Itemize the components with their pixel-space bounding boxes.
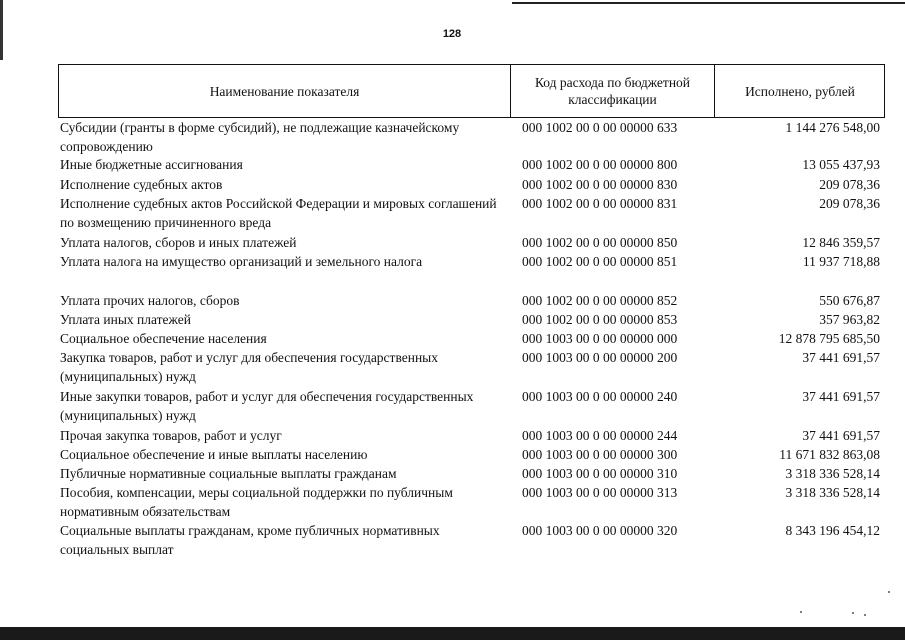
header-code: Код расхода по бюджетной классификации <box>510 65 714 117</box>
scan-speck <box>864 614 866 616</box>
row-name: Публичные нормативные социальные выплаты гражданам <box>60 466 397 481</box>
row-amount: 550 676,87 <box>819 293 880 308</box>
row-code: 000 1002 00 0 00 00000 850 <box>522 235 678 250</box>
row-code: 000 1003 00 0 00 00000 244 <box>522 428 678 443</box>
row-name: Закупка товаров, работ и услуг для обеспечения государственных (муниципальных) нужд <box>60 350 439 384</box>
row-name: Социальное обеспечение и иные выплаты населению <box>60 447 368 462</box>
row-amount: 12 846 359,57 <box>802 235 880 250</box>
row-name: Уплата налогов, сборов и иных платежей <box>60 235 297 250</box>
row-code: 000 1003 00 0 00 00000 300 <box>522 447 678 462</box>
row-code: 000 1002 00 0 00 00000 853 <box>522 312 678 327</box>
row-name: Иные закупки товаров, работ и услуг для обеспечения государственных (муниципальных) нужд <box>60 389 474 423</box>
row-amount: 11 937 718,88 <box>802 254 880 269</box>
row-code: 000 1003 00 0 00 00000 200 <box>522 350 678 365</box>
row-name: Уплата иных платежей <box>60 312 191 327</box>
row-name: Уплата прочих налогов, сборов <box>60 293 240 308</box>
row-amount: 37 441 691,57 <box>802 389 880 404</box>
row-name: Исполнение судебных актов Российской Федерации и мировых соглашений по возмещению причиненного вреда <box>60 196 497 230</box>
row-name: Иные бюджетные ассигнования <box>60 157 243 172</box>
row-amount: 37 441 691,57 <box>802 428 880 443</box>
row-amount: 209 078,36 <box>819 196 880 211</box>
scan-speck <box>800 611 802 613</box>
row-name: Социальное обеспечение населения <box>60 331 267 346</box>
page-number: 128 <box>442 28 462 40</box>
row-code: 000 1002 00 0 00 00000 831 <box>522 196 678 211</box>
row-code: 000 1002 00 0 00 00000 852 <box>522 293 678 308</box>
row-amount: 3 318 336 528,14 <box>785 466 880 481</box>
row-code: 000 1003 00 0 00 00000 240 <box>522 389 678 404</box>
row-amount: 37 441 691,57 <box>802 350 880 365</box>
row-code: 000 1002 00 0 00 00000 851 <box>522 254 678 269</box>
row-name: Социальные выплаты гражданам, кроме публичных нормативных социальных выплат <box>60 523 440 557</box>
header-amount: Исполнено, рублей <box>714 65 885 117</box>
row-amount: 1 144 276 548,00 <box>785 120 880 135</box>
scan-bottom-band <box>0 627 905 640</box>
header-name: Наименование показателя <box>209 83 360 99</box>
row-name: Прочая закупка товаров, работ и услуг <box>60 428 282 443</box>
scan-speck <box>852 612 854 614</box>
row-code: 000 1002 00 0 00 00000 830 <box>522 177 678 192</box>
row-amount: 11 671 832 863,08 <box>779 447 880 462</box>
row-amount: 357 963,82 <box>819 312 880 327</box>
row-name: Пособия, компенсации, меры социальной поддержки по публичным нормативным обязательствам <box>60 485 453 519</box>
row-name: Уплата налога на имущество организаций и земельного налога <box>60 254 423 269</box>
row-amount: 12 878 795 685,50 <box>778 331 880 346</box>
scan-speck <box>888 591 890 593</box>
row-code: 000 1003 00 0 00 00000 313 <box>522 485 678 500</box>
row-code: 000 1003 00 0 00 00000 000 <box>522 331 678 346</box>
row-code: 000 1002 00 0 00 00000 800 <box>522 157 678 172</box>
row-amount: 3 318 336 528,14 <box>785 485 880 500</box>
row-code: 000 1002 00 0 00 00000 633 <box>522 120 678 135</box>
row-name: Исполнение судебных актов <box>60 177 223 192</box>
row-amount: 13 055 437,93 <box>802 157 880 172</box>
row-code: 000 1003 00 0 00 00000 320 <box>522 523 678 538</box>
row-code: 000 1003 00 0 00 00000 310 <box>522 466 678 481</box>
row-amount: 8 343 196 454,12 <box>785 523 880 538</box>
row-name: Субсидии (гранты в форме субсидий), не подлежащие казначейскому сопровождению <box>60 120 460 154</box>
row-amount: 209 078,36 <box>819 177 880 192</box>
